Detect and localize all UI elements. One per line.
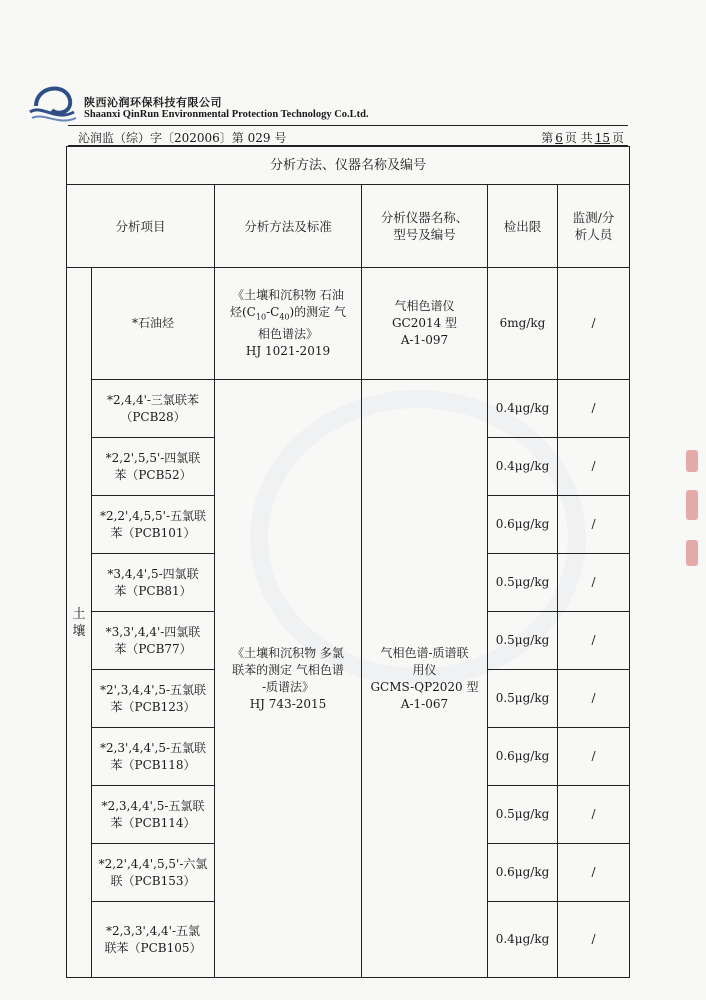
- limit-cell: 0.4μg/kg: [488, 380, 558, 438]
- shared-instrument-cell: 气相色谱-质谱联 用仪 GCMS-QP2020 型 A-1-067: [362, 380, 488, 978]
- analyst-cell: /: [558, 902, 630, 978]
- seal-stamp-edge: [686, 540, 698, 566]
- header-item: 分析项目: [67, 185, 215, 268]
- limit-cell: 0.6μg/kg: [488, 844, 558, 902]
- analyst-cell: /: [558, 612, 630, 670]
- category-cell: 土 壤: [67, 268, 92, 978]
- item-cell: *2,2',5,5'-四氯联 苯（PCB52）: [92, 438, 215, 496]
- item-cell: *2',3,4,4',5-五氯联 苯（PCB123）: [92, 670, 215, 728]
- analyst-cell: /: [558, 728, 630, 786]
- item-cell: *2,4,4'-三氯联苯 （PCB28）: [92, 380, 215, 438]
- limit-cell: 0.5μg/kg: [488, 612, 558, 670]
- limit-cell: 0.5μg/kg: [488, 670, 558, 728]
- analyst-cell: /: [558, 786, 630, 844]
- analyst-cell: /: [558, 496, 630, 554]
- analyst-cell: /: [558, 670, 630, 728]
- header-rule: [68, 125, 628, 126]
- limit-cell: 6mg/kg: [488, 268, 558, 380]
- header-limit: 检出限: [488, 185, 558, 268]
- seal-stamp-edge: [686, 450, 698, 472]
- item-cell: *3,4,4',5-四氯联 苯（PCB81）: [92, 554, 215, 612]
- item-cell: *2,3,4,4',5-五氯联 苯（PCB114）: [92, 786, 215, 844]
- page-current: 6: [555, 131, 563, 145]
- company-name-cn: 陕西沁润环保科技有限公司: [84, 96, 222, 109]
- analyst-cell: /: [558, 380, 630, 438]
- limit-cell: 0.4μg/kg: [488, 438, 558, 496]
- item-cell: *石油烃: [92, 268, 215, 380]
- shared-method-cell: 《土壤和沉积物 多氯 联苯的测定 气相色谱 -质谱法》 HJ 743-2015: [215, 380, 362, 978]
- analyst-cell: /: [558, 844, 630, 902]
- limit-cell: 0.6μg/kg: [488, 728, 558, 786]
- item-cell: *3,3',4,4'-四氯联 苯（PCB77）: [92, 612, 215, 670]
- page-indicator: 第 6 页 共 15 页: [541, 131, 624, 145]
- document-number: 沁润监（综）字〔202006〕第 029 号: [78, 131, 287, 145]
- analyst-cell: /: [558, 268, 630, 380]
- table-title: 分析方法、仪器名称及编号: [67, 147, 630, 185]
- page-total: 15: [594, 131, 610, 145]
- item-cell: *2,3',4,4',5-五氯联 苯（PCB118）: [92, 728, 215, 786]
- qinrun-logo-icon: [26, 72, 82, 128]
- item-cell: *2,2',4,4',5,5'-六氯 联（PCB153）: [92, 844, 215, 902]
- header-instrument: 分析仪器名称、 型号及编号: [362, 185, 488, 268]
- limit-cell: 0.6μg/kg: [488, 496, 558, 554]
- company-name-en: Shaanxi QinRun Environmental Protection Technology Co.Ltd.: [84, 109, 369, 120]
- analyst-cell: /: [558, 438, 630, 496]
- item-cell: *2,2',4,5,5'-五氯联 苯（PCB101）: [92, 496, 215, 554]
- table-row: [67, 268, 630, 380]
- header-method: 分析方法及标准: [215, 185, 362, 268]
- header-analyst: 监测/分 析人员: [558, 185, 630, 268]
- seal-stamp-edge: [686, 490, 698, 520]
- limit-cell: 0.4μg/kg: [488, 902, 558, 978]
- limit-cell: 0.5μg/kg: [488, 554, 558, 612]
- limit-cell: 0.5μg/kg: [488, 786, 558, 844]
- method-cell: 《土壤和沉积物 石油 烃$(C_{10}-C_{40})$的测定 气 相色谱法》 HJ 1021-2019: [215, 268, 362, 380]
- analysis-methods-table: [66, 146, 630, 978]
- analyst-cell: /: [558, 554, 630, 612]
- table-row: [67, 380, 630, 438]
- instrument-cell: 气相色谱仪 GC2014 型 A-1-097: [362, 268, 488, 380]
- item-cell: *2,3,3',4,4'-五氯 联苯（PCB105）: [92, 902, 215, 978]
